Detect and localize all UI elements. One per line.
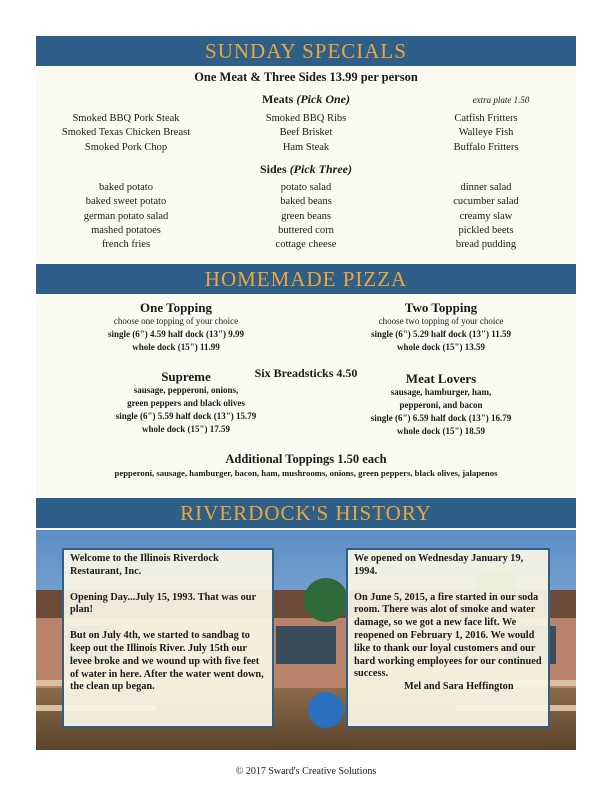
sunday-headline: One Meat & Three Sides 13.99 per person [194,70,418,84]
meats-column-2 [216,112,396,155]
one-topping-title: One Topping [140,300,212,315]
sides-column-3 [396,181,576,252]
two-topping-block: Two Topping choose two topping of your choice single (6") 5.29 half dock (13") 11.59 whole dock (15") 13.59 [306,301,576,354]
signature: Mel and Sara Heffington [404,681,514,693]
two-topping-title: Two Topping [404,300,478,315]
meat-lovers-title: Meat Lovers [405,371,477,386]
history-paragraph: We opened on Wednesday January 19, 1994. [354,553,524,577]
side-item: green beans [281,210,331,222]
meat-item: Smoked BBQ Pork Steak [72,113,180,124]
side-item: bread pudding [455,239,517,251]
one-topping-block: One Topping choose one topping of your choice single (6") 4.59 half dock (13") 9.99 whole dock (15") 11.99 [36,301,316,354]
additional-toppings-list: pepperoni, sausage, hamburger, bacon, ham, mushrooms, onions, green peppers, black olives, jalapenos [114,468,498,478]
side-item: pickled beets [458,224,514,236]
meats-heading: Meats (Pick One) [262,92,350,106]
meats-column-3 [396,112,576,155]
history-paragraph: But on July 4th, we started to sandbag to keep out the Illinois River. July 15th our levee broke and we wound up with five feet of water in here. After the water went down, the clean up began. [70,630,264,693]
supreme-title: Supreme [161,369,211,384]
meats-column-1 [36,112,216,155]
history-right-box [346,548,550,728]
restaurant-photo [36,530,576,750]
side-item: baked beans [280,196,332,208]
meat-item: Smoked Pork Chop [84,141,168,153]
side-item: buttered corn [278,224,334,236]
additional-toppings-title: Additional Toppings 1.50 each [225,452,387,466]
meat-item: Buffalo Fritters [453,141,519,153]
side-item: french fries [101,239,151,251]
side-item: german potato salad [83,210,169,222]
sides-column-2 [216,181,396,252]
side-item: mashed potatoes [91,224,161,236]
meat-item: Ham Steak [282,141,330,153]
history-paragraph: On June 5, 2015, a fire started in our soda room. There was alot of smoke and water damage, so we got a new face lift. We reopened on February 1, 2016. We would like to thank our loyal customers and our hard working employees for our continued success. [354,591,542,680]
meat-lovers-block: Meat Lovers sausage, hamburger, ham, pepperoni, and bacon single (6") 6.59 half dock (13") 16.79 whole dock (15") 18.59 [286,372,596,438]
sides-heading: Sides (Pick Three) [260,162,352,176]
breadsticks-item: Six Breadsticks 4.50 [254,366,358,380]
history-banner: RIVERDOCK'S HISTORY [36,498,576,528]
meat-item: Smoked BBQ Ribs [265,113,347,124]
side-item: dinner salad [460,182,512,193]
sides-column-1 [36,181,216,252]
menu-page [36,36,576,750]
copyright-footer: © 2017 Sward's Creative Solutions [235,766,377,777]
side-item: cottage cheese [275,239,337,251]
history-left-box [62,548,274,728]
supreme-block: Supreme sausage, pepperoni, onions, green peppers and black olives single (6") 5.59 half dock (13") 15.79 whole dock (15") 17.59 [36,370,336,436]
homemade-pizza-banner: HOMEMADE PIZZA [36,264,576,294]
side-item: potato salad [280,182,332,193]
side-item: cucumber salad [453,196,519,208]
meat-item: Beef Brisket [279,127,333,139]
extra-plate-note: extra plate 1.50 [472,95,530,105]
sunday-specials-banner: SUNDAY SPECIALS [36,36,576,66]
history-paragraph: Opening Day...July 15, 1993. That was our plan! [70,591,256,616]
side-item: baked potato [99,182,153,193]
meat-item: Smoked Texas Chicken Breast [61,127,191,139]
side-item: baked sweet potato [85,196,167,208]
history-paragraph: Welcome to the Illinois Riverdock Restaurant, Inc. [70,553,219,577]
side-item: creamy slaw [459,210,513,222]
meat-item: Catfish Fritters [454,113,518,124]
meat-item: Walleye Fish [458,127,514,139]
